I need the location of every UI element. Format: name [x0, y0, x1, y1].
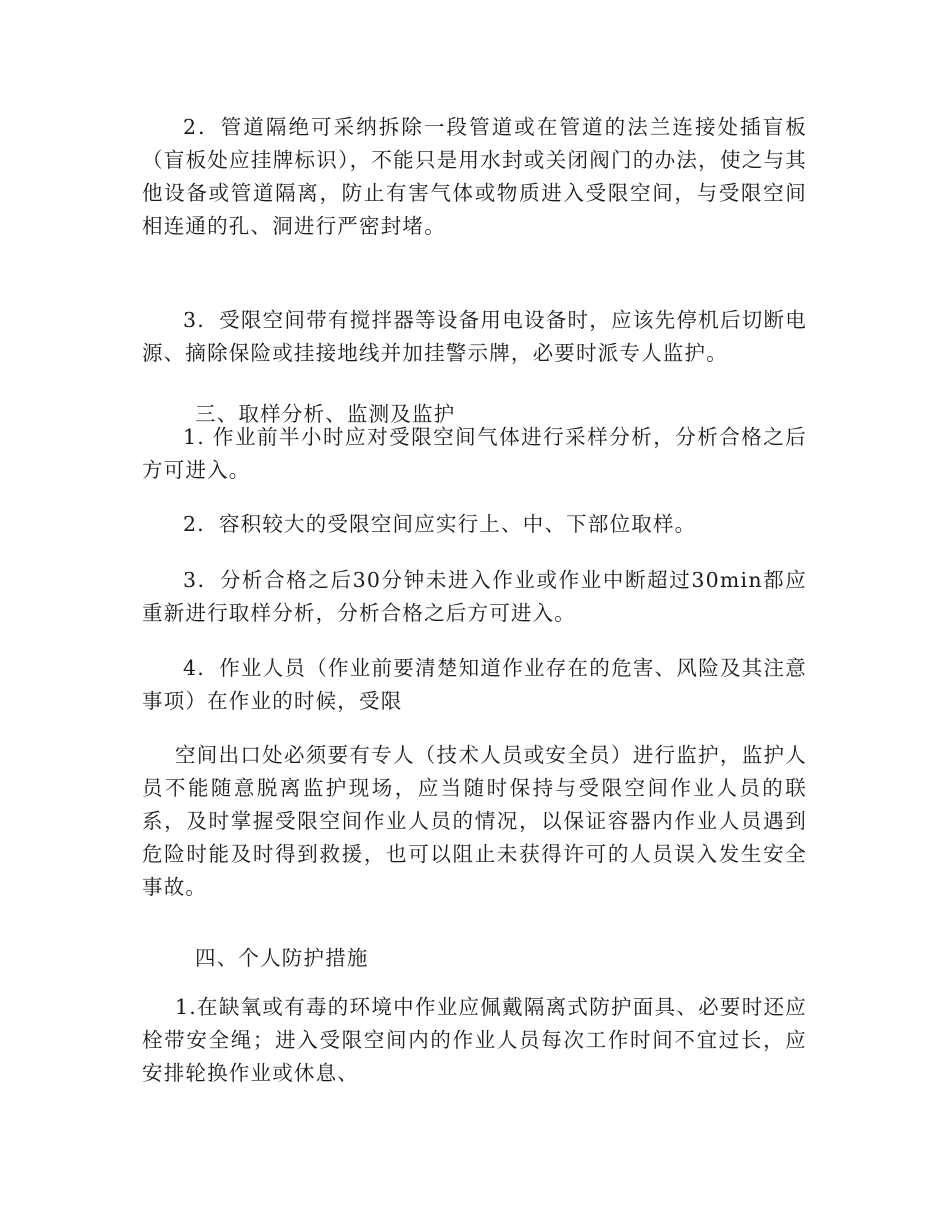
paragraph-protection-1: 1.在缺氧或有毒的环境中作业应佩戴隔离式防护面具、必要时还应栓带安全绳；进入受限空间内的作业人员每次工作时间不宜过长，应安排轮换作业或休息、	[142, 995, 807, 1085]
paragraph-sampling-2: 2．容积较大的受限空间应实行上、中、下部位取样。	[183, 512, 697, 536]
section-heading-sampling: 三、取样分析、监测及监护	[195, 402, 456, 426]
paragraph-power-cutoff: 3．受限空间带有搅拌器等设备用电设备时，应该先停机后切断电源、摘除保险或挂接地线并加挂警示牌，必要时派专人监护。	[142, 308, 807, 365]
paragraph-pipe-isolation: 2．管道隔绝可采纳拆除一段管道或在管道的法兰连接处插盲板（盲板处应挂牌标识），不能只是用水封或关闭阀门的办法，使之与其他设备或管道隔离，防止有害气体或物质进入受限空间，与受限空间相连通的孔、洞进行严密封堵。	[142, 115, 807, 238]
paragraph-sampling-1: 1. 作业前半小时应对受限空间气体进行采样分析，分析合格之后方可进入。	[142, 425, 807, 482]
paragraph-monitoring: 空间出口处必须要有专人（技术人员或安全员）进行监护，监护人员不能随意脱离监护现场，应当随时保持与受限空间作业人员的联系，及时掌握受限空间作业人员的情况，以保证容器内作业人员遇到危险时能及时得到救援，也可以阻止未获得许可的人员误入发生安全事故。	[142, 743, 807, 899]
section-heading-protection: 四、个人防护措施	[195, 946, 369, 970]
paragraph-sampling-4: 4．作业人员（作业前要清楚知道作业存在的危害、风险及其注意事项）在作业的时候，受限	[142, 656, 807, 713]
paragraph-sampling-3: 3．分析合格之后30分钟未进入作业或作业中断超过30min都应重新进行取样分析，分析合格之后方可进入。	[142, 568, 807, 625]
